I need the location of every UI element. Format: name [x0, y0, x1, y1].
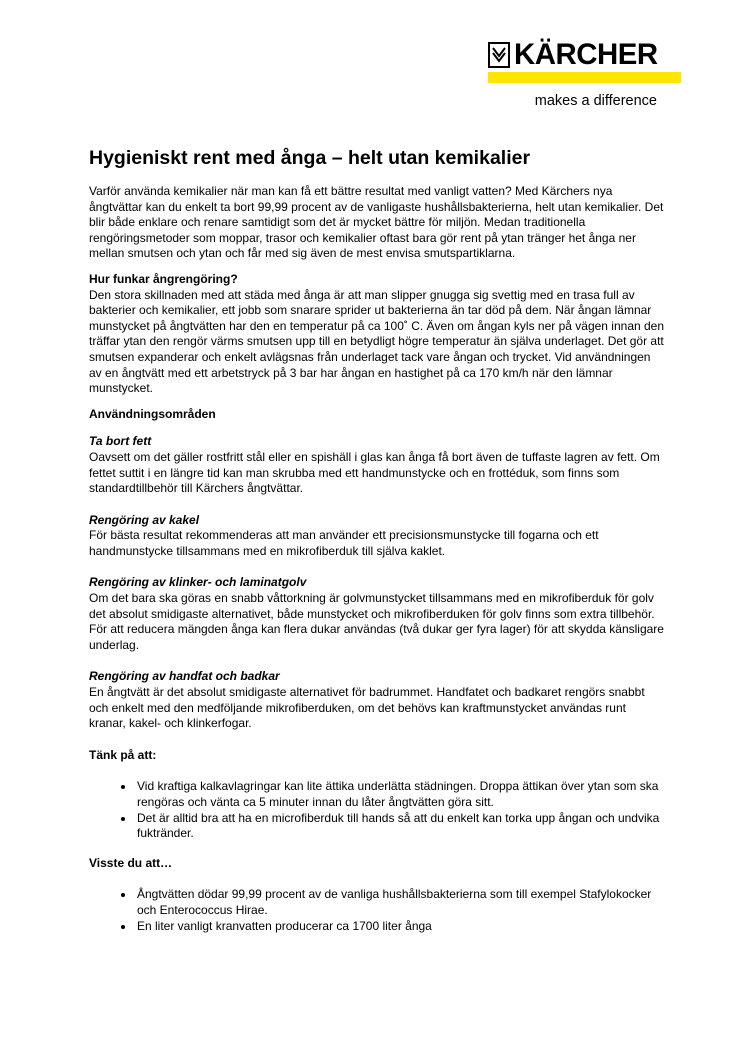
usage-item-text: En ångtvätt är det absolut smidigaste alternativet för badrummet. Handfatet och badkaret rengörs snabbt och enkelt med den medföljande mikrofiberduken, om det behövs kan kraftmunstycket användas runt kranar, kakel- och klinkerfogar. [89, 685, 645, 731]
usage-item-text: För bästa resultat rekommenderas att man använder ett precisionsmunstycke till fogarna och ett handmunstycke tillsammans med en mikrofiberduk till själva kaklet. [89, 528, 599, 558]
tips-heading: Tänk på att: [89, 747, 157, 762]
how-paragraph: Den stora skillnaden med att städa med ånga är att man slipper gnugga sig svettig med en trasa full av bakterier och kemikalier, ett jobb som snarare sprider ut bakterierna än tar död på dem. När ångan lämnar munstycket på ångtvätten har den en temperatur på ca 100˚ C. Även om ångan kyls ner på vägen innan den träffar ytan den rengör värms smutsen upp till en betydligt högre temperatur än själva underlaget. Det gör att smutsen expanderar och enkelt avlägsnas från underlaget tack vare ångan och trycket. Vid användningen av en ångtvätt med ett arbetstryck på 3 bar har ångan en hastighet på ca 170 km/h när den lämnar munstycket. [89, 287, 665, 396]
brand-slogan: makes a difference [534, 93, 657, 109]
list-item: • Vid kraftiga kalkavlagringar kan lite ättika underlätta städningen. Droppa ättikan över ytan som ska rengöras och vänta ca 5 minuter innan du låter ångtvätten göra sitt. [135, 779, 665, 810]
usage-item-title: Rengöring av kakel [89, 512, 200, 527]
karcher-emblem-icon [488, 42, 510, 68]
usage-item-title: Rengöring av handfat och badkar [89, 669, 280, 684]
list-item: • Ångtvätten dödar 99,99 procent av de vanliga hushållsbakterierna som till exempel Stafylokocker och Enterococcus Hirae. [135, 887, 665, 918]
list-item: • Det är alltid bra att ha en microfiberduk till hands så att du enkelt kan torka upp ångan och undvika fuktränder. [135, 811, 665, 842]
facts-heading: Visste du att… [89, 855, 173, 870]
document-body [89, 146, 665, 944]
list-item: • En liter vanligt kranvatten producerar ca 1700 liter ånga [135, 919, 665, 935]
usage-item-title: Rengöring av klinker- och laminatgolv [89, 575, 307, 590]
facts-list [89, 887, 665, 934]
how-heading: Hur funkar ångrengöring? [89, 271, 238, 286]
tips-list [89, 779, 665, 841]
brand-yellow-bar [488, 72, 681, 83]
usage-item-text: Oavsett om det gäller rostfritt stål eller en spishäll i glas kan ånga få bort även de tuffaste lagren av fett. Om fettet suttit i en längre tid kan man skrubba med ett handmunstycke och en frottéduk, som finns som standardtillbehör till Kärchers ångtvättar. [89, 449, 660, 496]
usage-item-text: Om det bara ska göras en snabb våttorkning är golvmunstycket tillsammans med en mikrofiberduk för golv det absolut smidigaste alternativet, både munstycket och mikrofiberduken för golv finns som extra tillbehör. För att reducera mängden ånga kan flera dukar användas (två dukar ger fyra lager) för att skydda känsligare underlag. [89, 591, 664, 652]
karcher-logo [488, 40, 681, 83]
brand-name: KÄRCHER [514, 38, 658, 71]
usage-heading: Användningsområden [89, 406, 216, 421]
page-title: Hygieniskt rent med ånga – helt utan kemikalier [89, 147, 531, 169]
usage-item-title: Ta bort fett [89, 434, 152, 449]
intro-paragraph: Varför använda kemikalier när man kan få ett bättre resultat med vanligt vatten? Med Kärchers nya ångtvättar kan du enkelt ta bort 99,99 procent av de vanligaste hushållsbakterierna, helt utan kemikalier. Det blir både enklare och renare samtidigt som det är mycket bättre för miljön. Medan traditionella rengöringsmetoder som moppar, trasor och kemikalier oftast bara gör rent på ytan tränger het ånga ner mellan smutsen och ytan och får med sig även de mest envisa smutspartiklarna. [89, 184, 664, 261]
